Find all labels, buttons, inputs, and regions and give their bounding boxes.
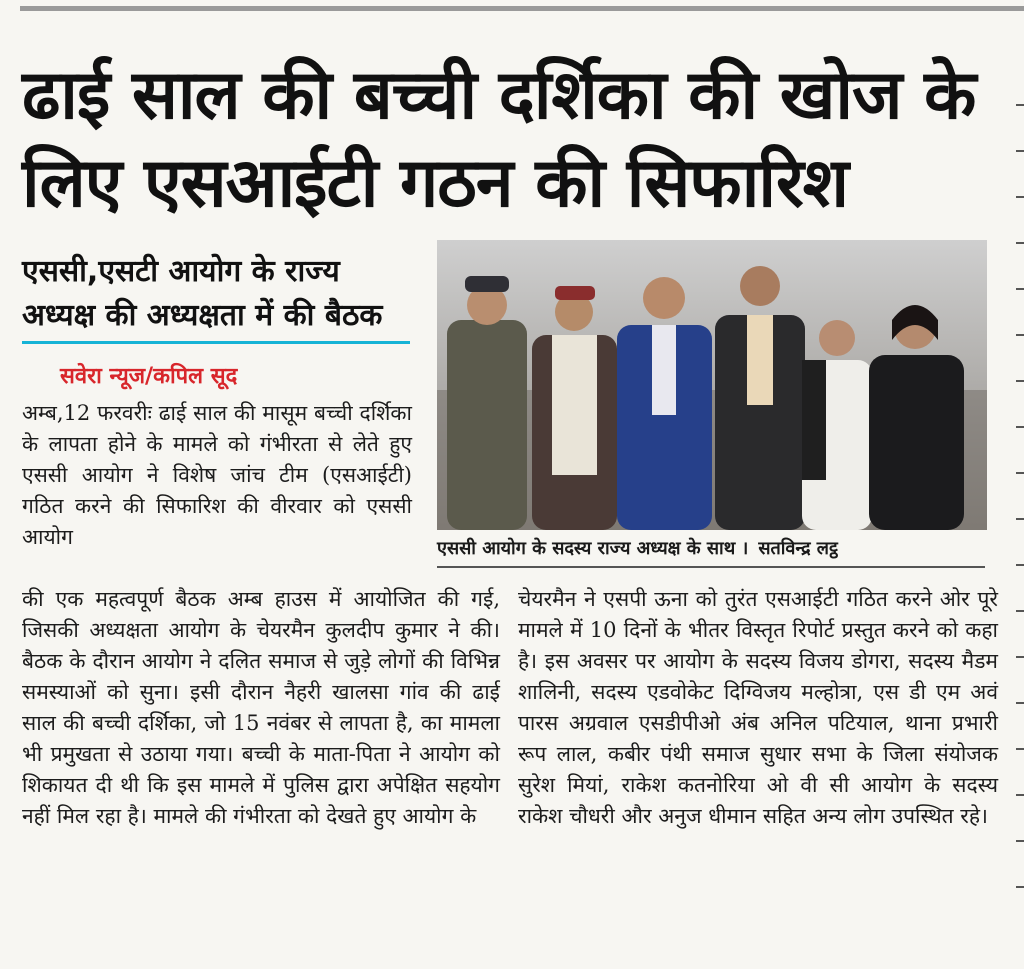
news-photo bbox=[437, 240, 987, 530]
photo-caption-text: एससी आयोग के सदस्य राज्य अध्यक्ष के साथ । bbox=[437, 538, 749, 559]
headline: ढाई साल की बच्ची दर्शिका की खोज के लिए एसआईटी गठन की सिफारिश bbox=[22, 56, 976, 223]
body-column-2: चेयरमैन ने एसपी ऊना को तुरंत एसआईटी गठित करने ओर पूरे मामले में 10 दिनों के भीतर विस्तृत रिपोर्ट प्रस्तुत करने को कहा है। इस अवसर पर आयोग के सदस्य विजय डोगरा, सदस्य मैडम शालिनी, सदस्य एडवोकेट दिग्विजय मल्होत्रा, एस डी एम अवं पारस अग्रवाल एसडीपीओ अंब अनिल पटियाल, थाना प्रभारी रूप लाल, कबीर पंथी समाज सुधार सभा के जिला संयोजक सुरेश मियां, राकेश कतनोरिया ओ वी सी आयोग के सदस्य राकेश चौधरी और अनुज धीमान सहित अन्य लोग उपस्थित रहे। bbox=[518, 587, 998, 828]
body-column-1-top: अम्ब,12 फरवरीः ढाई साल की मासूम बच्ची दर्शिका के लापता होने के मामले को गंभीरता से लेते हुए एससी आयोग ने विशेष जांच टीम (एसआईटी) गठित करने की सिफारिश की वीरवार को एससी आयोग bbox=[22, 401, 412, 549]
subheadline: एससी,एसटी आयोग के राज्य अध्यक्ष की अध्यक्षता में की बैठक bbox=[22, 254, 383, 333]
adjacent-page-edge bbox=[1012, 60, 1024, 940]
body-column-1-bottom: की एक महत्वपूर्ण बैठक अम्ब हाउस में आयोजित की गई, जिसकी अध्यक्षता आयोग के चेयरमैन कुलदीप कुमार ने की। बैठक के दौरान आयोग ने दलित समाज से जुड़े लोगों की विभिन्न समस्याओं को सुना। इसी दौरान नैहरी खालसा गांव की ढाई साल की बच्ची दर्शिका, जो 15 नवंबर से लापता है, का मामला भी प्रमुखता से उठाया गया। बच्ची के माता-पिता ने आयोग को शिकायत दी थी कि इस मामले में पुलिस द्वारा अपेक्षित सहयोग नहीं मिल रहा है। मामले की गंभीरता को देखते हुए आयोग के bbox=[22, 587, 500, 828]
top-rule bbox=[20, 6, 1024, 11]
photo-caption bbox=[437, 530, 985, 568]
byline: सवेरा न्यूज/कपिल सूद bbox=[60, 364, 238, 389]
photo-credit: सतविन्द्र लट्ठ bbox=[758, 538, 838, 559]
subheadline-divider bbox=[22, 341, 410, 344]
